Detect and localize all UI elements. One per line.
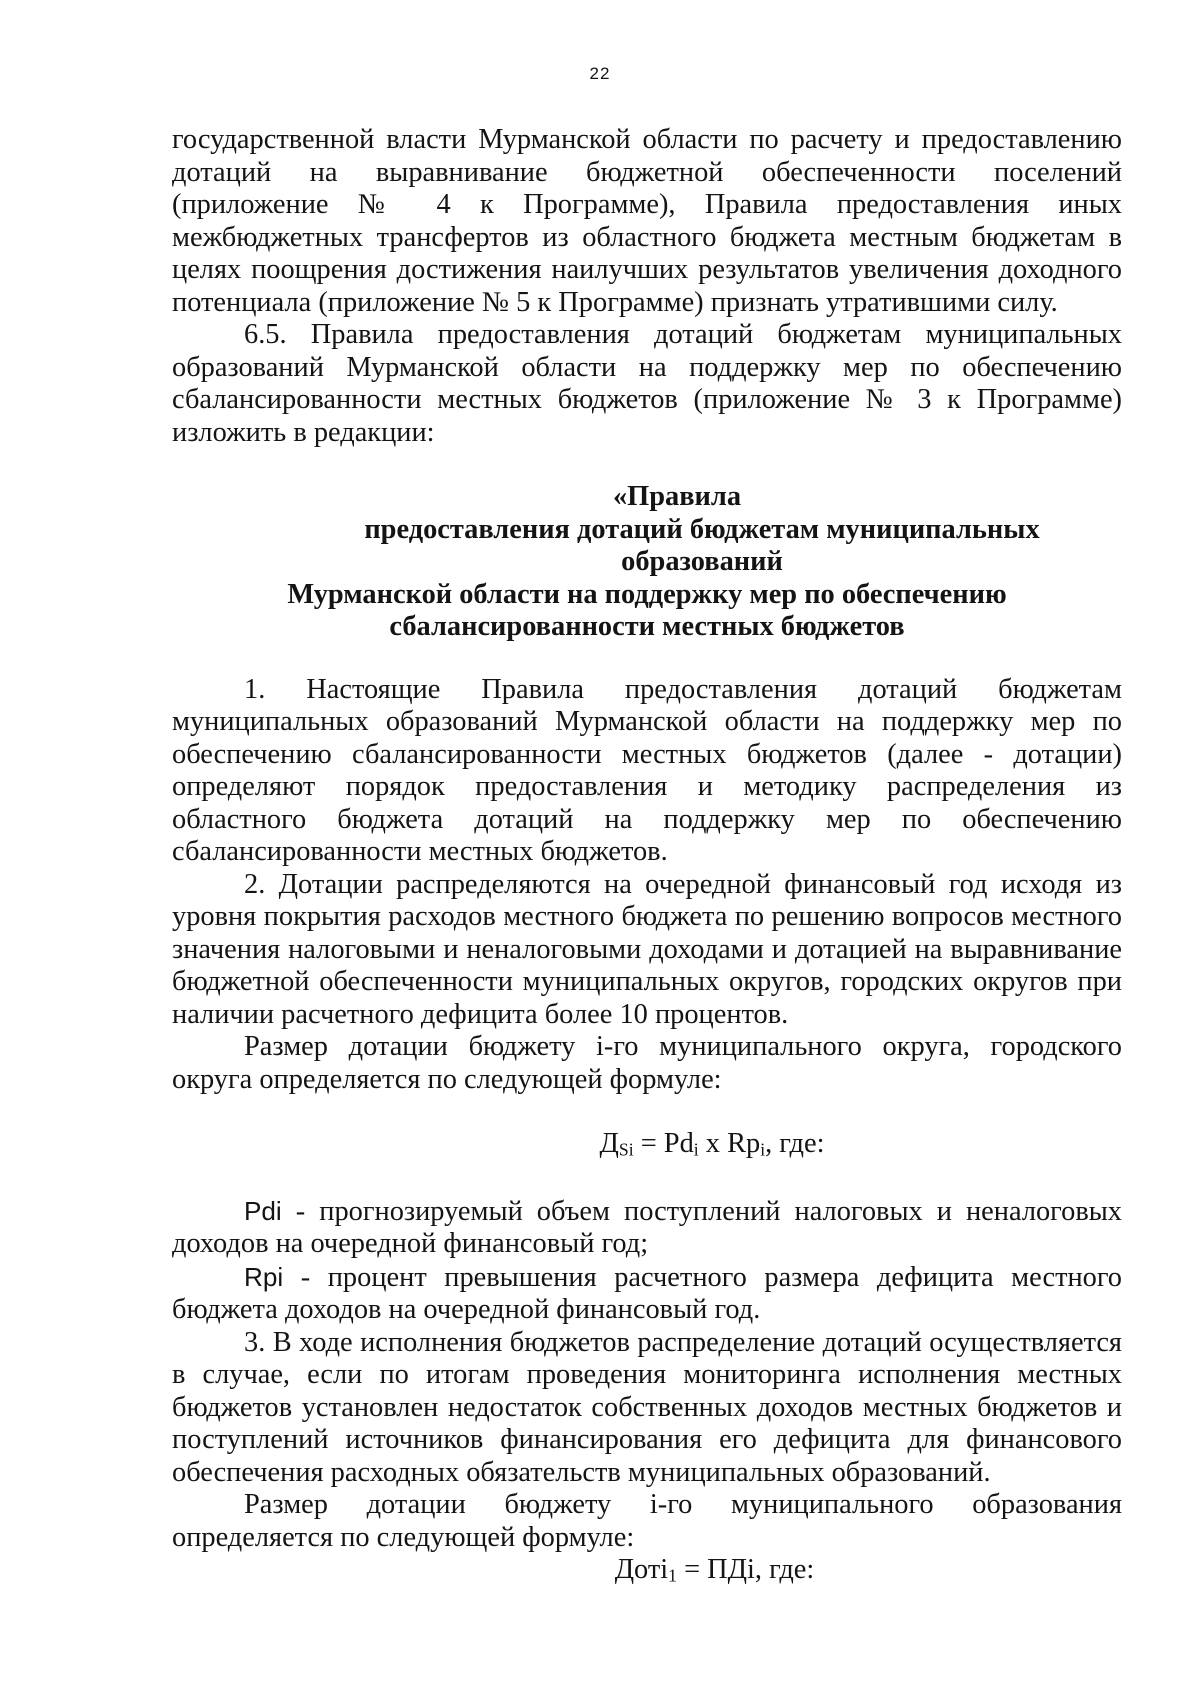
paragraph-repeal: государственной власти Мурманской области по расчету и предоставлению дотаций на выравнивание бюджетной обеспеченности поселений (приложение № 4 к Программе), Правила предоставления иных межбюджетных трансфертов из областного бюджета местным бюджетам в целях поощрения достижения наилучших результатов увеличения доходного потенциала (приложение № 5 к Программе) признать утратившими силу. [172,124,1122,318]
formula-pd-subscript: i [693,1139,699,1160]
rules-heading [172,481,1122,644]
document-body [172,124,1122,1587]
definition-rpi-text: - процент превышения расчетного размера дефицита местного бюджета доходов на очередной финансовый год. [172,1261,1122,1325]
formula-mid: x Rp [698,1128,761,1159]
definition-pdi-term: Pdi [244,1195,282,1226]
definition-pdi [172,1195,1122,1261]
page-number: 22 [589,64,611,83]
definition-rpi [172,1261,1122,1327]
heading-line-3: Мурманской области на поддержку мер по обеспечению [287,578,1007,610]
definition-rpi-term: Rpi [244,1261,284,1292]
formula2-lhs: Доті [614,1554,669,1585]
formula-tail: , где: [765,1128,825,1159]
paragraph-2: 2. Дотации распределяются на очередной финансовый год исходя из уровня покрытия расходов местного бюджета по решению вопросов местного значения налоговыми и неналоговыми доходами и дотацией на выравнивание бюджетной обеспеченности муниципальных округов, городских округов при наличии расчетного дефицита более 10 процентов. [172,868,1122,1030]
formula-eq: = Pd [633,1128,694,1159]
heading-line-2: предоставления дотаций бюджетам муниципальных образований [364,513,1040,577]
paragraph-subsidy-size: Размер дотации бюджету i-го муниципального округа, городского округа определяется по следующей формуле: [172,1031,1122,1095]
formula-rp-subscript: i [760,1139,766,1160]
definition-pdi-text: - прогнозируемый объем поступлений налоговых и неналоговых доходов на очередной финансовый год; [172,1195,1122,1259]
heading-line-4: сбалансированности местных бюджетов [389,611,905,642]
paragraph-3: 3. В ходе исполнения бюджетов распределение дотаций осуществляется в случае, если по итогам проведения мониторинга исполнения местных бюджетов установлен недостаток собственных доходов местных бюджетов и поступлений источников финансирования его дефицита для финансового обеспечения расходных обязательств муниципальных образований. [172,1326,1122,1488]
paragraph-6-5: 6.5. Правила предоставления дотаций бюджетам муниципальных образований Мурманской области на поддержку мер по обеспечению сбалансированности местных бюджетов (приложение № 3 к Программе) изложить в редакции: [172,319,1122,448]
heading-line-1: «Правила [612,481,742,512]
formula-subsidy [172,1128,1122,1161]
paragraph-subsidy-size-2: Размер дотации бюджету i-го муниципального образования определяется по следующей формуле: [172,1489,1122,1553]
formula2-rest: = ПДі, где: [676,1554,815,1585]
formula-lhs: Д [599,1128,619,1159]
formula-subsidy-2 [172,1554,1122,1587]
formula-lhs-subscript: Si [618,1139,634,1160]
paragraph-1: 1. Настоящие Правила предоставления дотаций бюджетам муниципальных образований Мурманской области на поддержку мер по обеспечению сбалансированности местных бюджетов (далее - дотации) определяют порядок предоставления и методику распределения из областного бюджета дотаций на поддержку мер по обеспечению сбалансированности местных бюджетов. [172,673,1122,867]
formula2-lhs-subscript: 1 [668,1565,677,1586]
